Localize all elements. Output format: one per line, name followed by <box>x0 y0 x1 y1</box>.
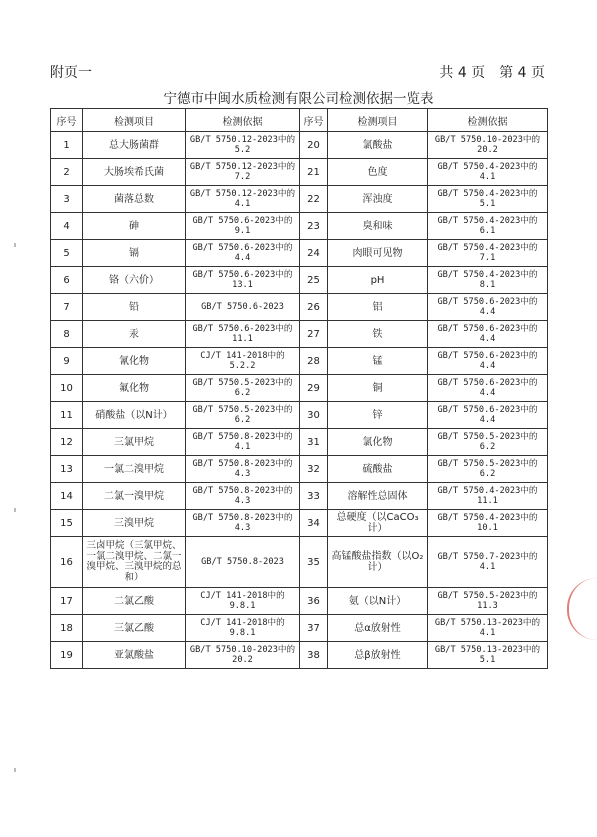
table-row <box>51 615 548 642</box>
right-basis-cell: GB/T 5750.5-2023中的6.2 <box>428 429 548 456</box>
left-basis-cell: GB/T 5750.8-2023中的4.1 <box>186 429 300 456</box>
header-seq-right: 序号 <box>300 109 328 132</box>
table-row <box>51 294 548 321</box>
left-basis-cell: GB/T 5750.12-2023中的5.2 <box>186 132 300 159</box>
right-seq-cell: 20 <box>300 132 328 159</box>
right-seq-cell: 38 <box>300 642 328 669</box>
right-seq-cell: 34 <box>300 510 328 537</box>
right-item-cell: 铁 <box>328 321 428 348</box>
left-item-cell: 三溴甲烷 <box>83 510 186 537</box>
left-item-cell: 砷 <box>83 213 186 240</box>
left-item-cell: 汞 <box>83 321 186 348</box>
right-basis-cell: GB/T 5750.4-2023中的10.1 <box>428 510 548 537</box>
attachment-label: 附页一 <box>50 65 92 81</box>
left-basis-cell: GB/T 5750.10-2023中的20.2 <box>186 642 300 669</box>
left-basis-cell: GB/T 5750.8-2023中的4.3 <box>186 510 300 537</box>
left-basis-cell: GB/T 5750.5-2023中的6.2 <box>186 402 300 429</box>
right-item-cell: 溶解性总固体 <box>328 483 428 510</box>
left-basis-cell: GB/T 5750.8-2023 <box>186 537 300 588</box>
scan-mark <box>14 768 16 772</box>
company-seal-stamp <box>567 578 597 640</box>
right-item-cell: 总β放射性 <box>328 642 428 669</box>
right-item-cell: 高锰酸盐指数（以O₂计） <box>328 537 428 588</box>
document-title: 宁德市中闽水质检测有限公司检测依据一览表 <box>163 91 434 107</box>
table-row <box>51 267 548 294</box>
right-seq-cell: 36 <box>300 588 328 615</box>
scan-mark <box>14 508 16 512</box>
right-basis-cell: GB/T 5750.4-2023中的8.1 <box>428 267 548 294</box>
header-seq-left: 序号 <box>51 109 83 132</box>
table-header-row <box>51 109 548 132</box>
left-item-cell: 氰化物 <box>83 348 186 375</box>
right-basis-cell: GB/T 5750.5-2023中的11.3 <box>428 588 548 615</box>
left-item-cell: 菌落总数 <box>83 186 186 213</box>
left-item-cell: 二氯一溴甲烷 <box>83 483 186 510</box>
right-basis-cell: GB/T 5750.13-2023中的5.1 <box>428 642 548 669</box>
right-basis-cell: GB/T 5750.10-2023中的20.2 <box>428 132 548 159</box>
header-item-left: 检测项目 <box>83 109 186 132</box>
left-seq-cell: 5 <box>51 240 83 267</box>
right-seq-cell: 27 <box>300 321 328 348</box>
basis-table <box>50 108 548 669</box>
left-seq-cell: 10 <box>51 375 83 402</box>
left-seq-cell: 14 <box>51 483 83 510</box>
table-row <box>51 375 548 402</box>
right-basis-cell: GB/T 5750.6-2023中的4.4 <box>428 321 548 348</box>
right-basis-cell: GB/T 5750.6-2023中的4.4 <box>428 375 548 402</box>
right-item-cell: 氯化物 <box>328 429 428 456</box>
right-basis-cell: GB/T 5750.4-2023中的5.1 <box>428 186 548 213</box>
left-seq-cell: 13 <box>51 456 83 483</box>
right-seq-cell: 24 <box>300 240 328 267</box>
left-seq-cell: 11 <box>51 402 83 429</box>
left-basis-cell: GB/T 5750.6-2023 <box>186 294 300 321</box>
table-row <box>51 402 548 429</box>
left-item-cell: 三卤甲烷（三氯甲烷、一氯二溴甲烷、二氯一溴甲烷、三溴甲烷的总和） <box>83 537 186 588</box>
table-row <box>51 429 548 456</box>
left-item-cell: 亚氯酸盐 <box>83 642 186 669</box>
left-basis-cell: GB/T 5750.6-2023中的9.1 <box>186 213 300 240</box>
left-item-cell: 硝酸盐（以N计） <box>83 402 186 429</box>
right-seq-cell: 21 <box>300 159 328 186</box>
right-seq-cell: 35 <box>300 537 328 588</box>
left-item-cell: 大肠埃希氏菌 <box>83 159 186 186</box>
left-basis-cell: GB/T 5750.12-2023中的7.2 <box>186 159 300 186</box>
left-seq-cell: 3 <box>51 186 83 213</box>
left-seq-cell: 9 <box>51 348 83 375</box>
left-item-cell: 一氯二溴甲烷 <box>83 456 186 483</box>
scan-mark <box>14 243 16 247</box>
right-item-cell: 硫酸盐 <box>328 456 428 483</box>
right-seq-cell: 37 <box>300 615 328 642</box>
table-row <box>51 132 548 159</box>
header-item-right: 检测项目 <box>328 109 428 132</box>
left-seq-cell: 16 <box>51 537 83 588</box>
table-row <box>51 159 548 186</box>
table-row <box>51 321 548 348</box>
left-basis-cell: GB/T 5750.5-2023中的6.2 <box>186 375 300 402</box>
left-basis-cell: CJ/T 141-2018中的9.8.1 <box>186 588 300 615</box>
right-item-cell: 浑浊度 <box>328 186 428 213</box>
right-basis-cell: GB/T 5750.6-2023中的4.4 <box>428 402 548 429</box>
table-row <box>51 483 548 510</box>
left-seq-cell: 12 <box>51 429 83 456</box>
table-row <box>51 642 548 669</box>
table-row <box>51 588 548 615</box>
right-basis-cell: GB/T 5750.4-2023中的11.1 <box>428 483 548 510</box>
right-basis-cell: GB/T 5750.7-2023中的4.1 <box>428 537 548 588</box>
right-seq-cell: 26 <box>300 294 328 321</box>
left-seq-cell: 18 <box>51 615 83 642</box>
left-basis-cell: GB/T 5750.12-2023中的4.1 <box>186 186 300 213</box>
table-row <box>51 240 548 267</box>
right-item-cell: 氯酸盐 <box>328 132 428 159</box>
left-item-cell: 镉 <box>83 240 186 267</box>
right-item-cell: 肉眼可见物 <box>328 240 428 267</box>
right-item-cell: 锌 <box>328 402 428 429</box>
right-basis-cell: GB/T 5750.4-2023中的7.1 <box>428 240 548 267</box>
right-seq-cell: 32 <box>300 456 328 483</box>
left-basis-cell: GB/T 5750.6-2023中的13.1 <box>186 267 300 294</box>
right-basis-cell: GB/T 5750.6-2023中的4.4 <box>428 294 548 321</box>
right-item-cell: 锰 <box>328 348 428 375</box>
left-seq-cell: 19 <box>51 642 83 669</box>
left-seq-cell: 8 <box>51 321 83 348</box>
left-basis-cell: CJ/T 141-2018中的9.8.1 <box>186 615 300 642</box>
table-row <box>51 456 548 483</box>
right-seq-cell: 28 <box>300 348 328 375</box>
right-item-cell: 总硬度（以CaCO₃计） <box>328 510 428 537</box>
right-item-cell: 氨（以N计） <box>328 588 428 615</box>
right-basis-cell: GB/T 5750.6-2023中的4.4 <box>428 348 548 375</box>
left-seq-cell: 17 <box>51 588 83 615</box>
left-item-cell: 三氯甲烷 <box>83 429 186 456</box>
left-item-cell: 总大肠菌群 <box>83 132 186 159</box>
left-basis-cell: CJ/T 141-2018中的5.2.2 <box>186 348 300 375</box>
left-item-cell: 铬（六价） <box>83 267 186 294</box>
right-item-cell: 铜 <box>328 375 428 402</box>
table-row <box>51 213 548 240</box>
left-seq-cell: 1 <box>51 132 83 159</box>
table-row <box>51 186 548 213</box>
right-basis-cell: GB/T 5750.13-2023中的4.1 <box>428 615 548 642</box>
right-seq-cell: 31 <box>300 429 328 456</box>
table-row <box>51 510 548 537</box>
right-seq-cell: 22 <box>300 186 328 213</box>
right-seq-cell: 23 <box>300 213 328 240</box>
table-row <box>51 348 548 375</box>
left-seq-cell: 4 <box>51 213 83 240</box>
left-item-cell: 三氯乙酸 <box>83 615 186 642</box>
left-seq-cell: 6 <box>51 267 83 294</box>
right-item-cell: 铝 <box>328 294 428 321</box>
right-seq-cell: 30 <box>300 402 328 429</box>
left-basis-cell: GB/T 5750.8-2023中的4.3 <box>186 483 300 510</box>
left-basis-cell: GB/T 5750.6-2023中的4.4 <box>186 240 300 267</box>
left-basis-cell: GB/T 5750.8-2023中的4.3 <box>186 456 300 483</box>
table-body <box>51 132 548 669</box>
right-seq-cell: 29 <box>300 375 328 402</box>
right-basis-cell: GB/T 5750.4-2023中的4.1 <box>428 159 548 186</box>
left-item-cell: 铅 <box>83 294 186 321</box>
right-item-cell: 总α放射性 <box>328 615 428 642</box>
right-item-cell: 臭和味 <box>328 213 428 240</box>
right-basis-cell: GB/T 5750.4-2023中的6.1 <box>428 213 548 240</box>
page-indicator: 共 4 页 第 4 页 <box>439 65 545 81</box>
header-basis-left: 检测依据 <box>186 109 300 132</box>
table-row <box>51 537 548 588</box>
right-seq-cell: 33 <box>300 483 328 510</box>
left-seq-cell: 2 <box>51 159 83 186</box>
right-item-cell: 色度 <box>328 159 428 186</box>
left-seq-cell: 7 <box>51 294 83 321</box>
left-seq-cell: 15 <box>51 510 83 537</box>
header-basis-right: 检测依据 <box>428 109 548 132</box>
right-item-cell: pH <box>328 267 428 294</box>
right-seq-cell: 25 <box>300 267 328 294</box>
left-basis-cell: GB/T 5750.6-2023中的11.1 <box>186 321 300 348</box>
left-item-cell: 氟化物 <box>83 375 186 402</box>
right-basis-cell: GB/T 5750.5-2023中的6.2 <box>428 456 548 483</box>
left-item-cell: 二氯乙酸 <box>83 588 186 615</box>
